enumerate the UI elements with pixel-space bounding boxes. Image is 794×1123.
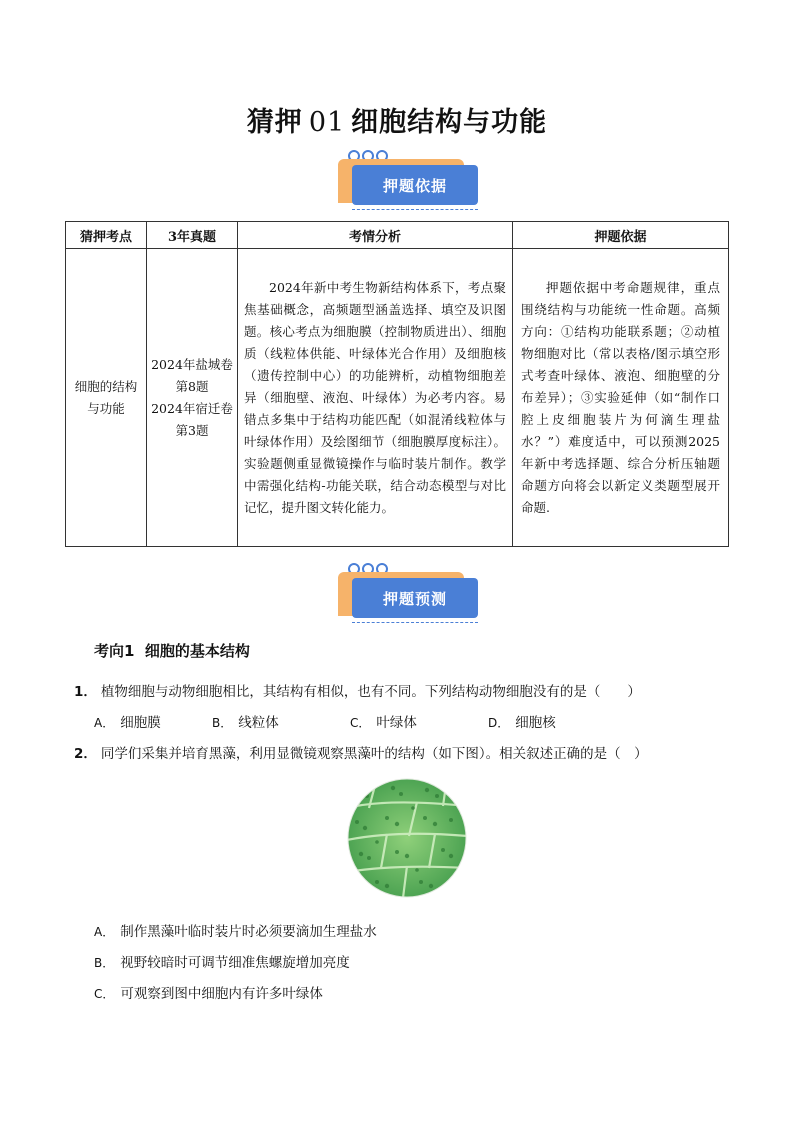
title-text: 细胞结构与功能	[351, 107, 548, 138]
banner-label: 押题依据	[352, 165, 478, 205]
microscope-leaf-image	[347, 778, 467, 898]
option-d[interactable]: D． 细胞核	[488, 715, 556, 731]
question-1	[74, 680, 641, 700]
question-2	[74, 742, 648, 762]
section-label: 考向1	[94, 642, 135, 660]
option-b[interactable]: B． 线粒体	[212, 715, 279, 731]
cell-analysis: 2024年新中考生物新结构体系下，考点聚焦基础概念，高频题型涵盖选择、填空及识图题。核心考点为细胞膜（控制物质进出）、细胞质（线粒体供能、叶绿体光合作用）及细胞核（遗传控制中心）的功能辨析，动植物细胞差异（细胞壁、液泡、叶绿体）为必考内容。易错点多集中于结构功能匹配（如混淆线粒体与叶绿体作用）及绘图细节（细胞膜厚度标注）。实验题侧重显微镜操作与临时装片制作。教学中需强化结构-功能关联，结合动态模型与对比记忆，提升图文转化能力。	[238, 249, 513, 547]
banner-basis	[338, 145, 480, 215]
banner-dash	[352, 622, 478, 623]
page-title	[0, 100, 794, 139]
question-number: 2．	[74, 746, 97, 762]
cell-topic: 细胞的结构与功能	[66, 249, 147, 547]
table-row	[66, 249, 729, 547]
option-a[interactable]: A． 制作黑藻叶临时装片时必须要滴加生理盐水	[94, 924, 377, 940]
question-text: 同学们采集并培育黑藻，利用显微镜观察黑藻叶的结构（如下图）。相关叙述正确的是（ ）	[100, 746, 648, 762]
banner-prediction	[338, 558, 480, 628]
header-analysis: 考情分析	[238, 222, 513, 249]
cell-exams	[147, 249, 238, 547]
option-c[interactable]: C． 可观察到图中细胞内有许多叶绿体	[94, 986, 323, 1002]
title-number: 01	[308, 107, 346, 138]
section-title: 细胞的基本结构	[144, 642, 250, 660]
header-topic: 猜押考点	[66, 222, 147, 249]
option-a[interactable]: A． 细胞膜	[94, 715, 161, 731]
banner-dash	[352, 209, 478, 210]
header-basis: 押题依据	[513, 222, 729, 249]
banner-label: 押题预测	[352, 578, 478, 618]
table-header-row	[66, 222, 729, 249]
exam-item: 2024年盐城卷第8题	[151, 356, 233, 394]
analysis-table	[65, 221, 729, 547]
option-c[interactable]: C． 叶绿体	[350, 715, 417, 731]
cell-basis: 押题依据中考命题规律，重点围绕结构与功能统一性命题。高频方向：①结构功能联系题；②动植物细胞对比（常以表格/图示填空形式考查叶绿体、液泡、细胞壁的分布差异）；③实验延伸（如“制作口腔上皮细胞装片为何滴生理盐水？”）难度适中，可以预测2025年新中考选择题、综合分析压轴题命题方向将会以新定义类题型展开命题.	[513, 249, 729, 547]
section-heading	[94, 640, 250, 661]
question-number: 1．	[74, 684, 97, 700]
header-exams: 3年真题	[147, 222, 238, 249]
option-b[interactable]: B． 视野较暗时可调节细准焦螺旋增加亮度	[94, 955, 350, 971]
question-text: 植物细胞与动物细胞相比，其结构有相似，也有不同。下列结构动物细胞没有的是（ ）	[100, 684, 641, 700]
title-prefix: 猜押	[246, 107, 303, 138]
exam-item: 2024年宿迁卷第3题	[151, 400, 233, 438]
